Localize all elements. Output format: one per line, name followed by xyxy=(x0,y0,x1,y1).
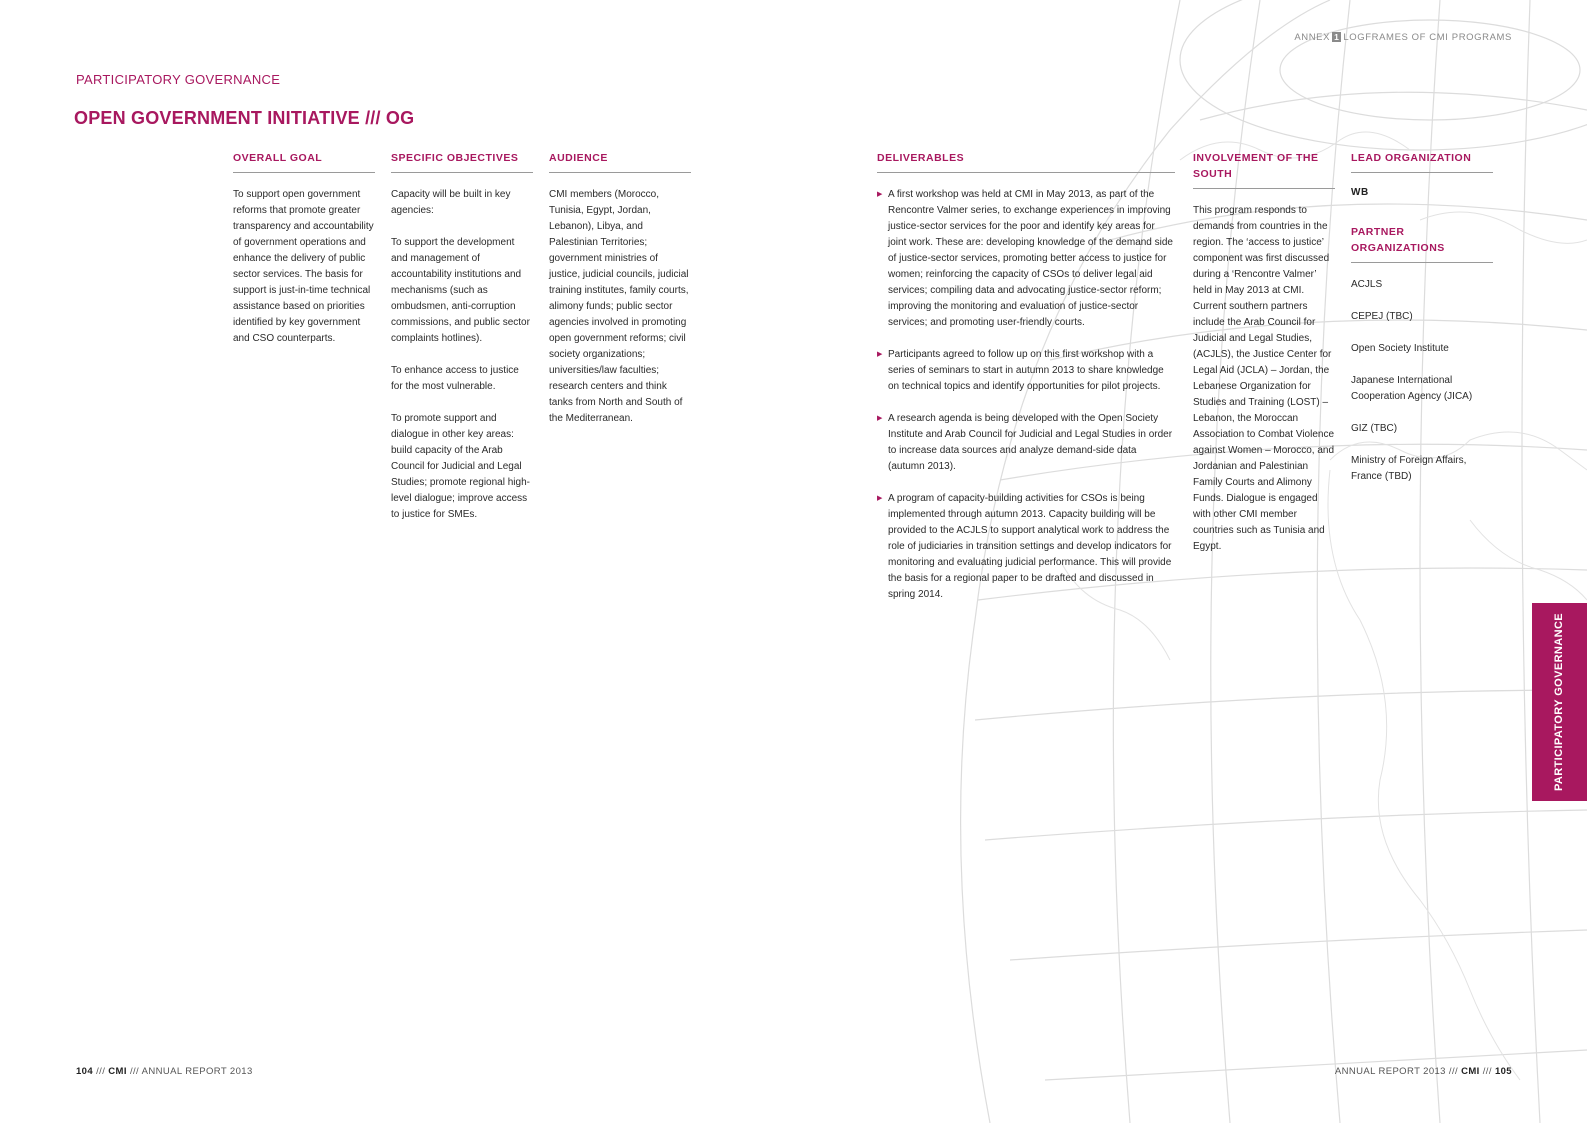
left-brand: CMI xyxy=(108,1066,127,1077)
annex-prefix: ANNEX xyxy=(1294,32,1331,43)
involvement-column xyxy=(1193,150,1335,571)
lead-organization-column xyxy=(1351,150,1493,501)
footer-separator: /// xyxy=(96,1066,106,1077)
footer-separator: /// xyxy=(129,1066,140,1077)
page-title: OPEN GOVERNMENT INITIATIVE /// OG xyxy=(74,108,415,128)
specific-objectives-paragraph: To enhance access to justice for the most vulnerable. xyxy=(391,365,519,392)
annex-header xyxy=(1294,32,1512,43)
partner-organizations-heading: PARTNER ORGANIZATIONS xyxy=(1351,224,1493,263)
specific-objectives-paragraph: To promote support and dialogue in other key areas: build capacity of the Arab Council for Judicial and Legal Studies; promote regional high-level dialogue; improve access to justice for SMEs. xyxy=(391,413,530,520)
side-tab-label: PARTICIPATORY GOVERNANCE xyxy=(1553,612,1566,792)
section-label: PARTICIPATORY GOVERNANCE xyxy=(76,72,281,87)
lead-organization-value: WB xyxy=(1351,187,1369,198)
deliverable-item: ▶ A first workshop was held at CMI in May 2013, as part of the Rencontre Valmer series, to exchange experiences in improving justice-sector services for the poor and identify key areas for joint work. These are: developing knowledge of the demand side of justice-sector services, promoting better access to justice for women; reinforcing the capacity of CSOs to deliver legal aid services; compiling data and advocating justice-sector reform; improving the monitoring and evaluation of justice-sector services; and promoting user-friendly courts. xyxy=(877,187,1175,331)
partner-item: Open Society Institute xyxy=(1351,343,1449,354)
specific-objectives-heading: SPECIFIC OBJECTIVES xyxy=(391,150,533,173)
overall-goal-heading: OVERALL GOAL xyxy=(233,150,375,173)
deliverable-item: ▶ A research agenda is being developed with the Open Society Institute and Arab Council for Judicial and Legal Studies in order to increase data sources and analyze demand-side data (autumn 2013). xyxy=(877,411,1175,475)
footer-left xyxy=(76,1066,253,1077)
audience-text: CMI members (Morocco, Tunisia, Egypt, Jordan, Lebanon), Libya, and Palestinian Territories; government ministries of justice, judicial councils, judicial training institutes, family courts, alimony funds; public sector agencies involved in promoting open government reforms; civil society organizations; universities/law faculties; research centers and think tanks from North and South of the Mediterranean. xyxy=(549,189,689,424)
left-page-number: 104 xyxy=(76,1066,94,1077)
annex-title: LOGFRAMES OF CMI PROGRAMS xyxy=(1343,32,1512,43)
left-report-title: ANNUAL REPORT 2013 xyxy=(141,1066,253,1077)
specific-objectives-paragraph: Capacity will be built in key agencies: xyxy=(391,189,511,216)
footer-right xyxy=(1335,1066,1512,1077)
deliverables-column xyxy=(877,150,1175,619)
footer-separator: /// xyxy=(1482,1066,1492,1077)
lead-organization-heading: LEAD ORGANIZATION xyxy=(1351,150,1493,173)
specific-objectives-column xyxy=(391,150,533,539)
audience-column xyxy=(549,150,691,443)
partner-item: Ministry of Foreign Affairs, France (TBD) xyxy=(1351,455,1467,482)
partner-item: Japanese International Cooperation Agency (JICA) xyxy=(1351,375,1473,402)
specific-objectives-paragraph: To support the development and management of accountability institutions and mechanisms (such as ombudsmen, anti-corruption commissions, and public sector complaints hotlines). xyxy=(391,237,530,344)
section-side-tab xyxy=(1532,603,1587,801)
involvement-text: This program responds to demands from countries in the region. The ‘access to justice’ component was first discussed during a ‘Rencontre Valmer’ held in May 2013 at CMI. Current southern partners include the Arab Council for Judicial and Legal Studies, (ACJLS), the Justice Center for Legal Aid (JCLA) – Jordan, the Lebanese Organization for Studies and Training (LOST) – Lebanon, the Moroccan Association to Combat Violence against Women – Morocco, and Jordanian and Palestinian Family Courts and Alimony Funds. Dialogue is engaged with other CMI member countries such as Tunisia and Egypt. xyxy=(1193,205,1335,552)
partner-item: ACJLS xyxy=(1351,279,1383,290)
footer-separator: /// xyxy=(1448,1066,1459,1077)
overall-goal-text: To support open government reforms that promote greater transparency and accountability of government operations and enhance the delivery of public sector services. The basis for support is just-in-time technical assistance based on priorities identified by key government and CSO counterparts. xyxy=(233,189,374,344)
deliverables-list xyxy=(877,187,1175,603)
right-page-number: 105 xyxy=(1494,1066,1512,1077)
deliverable-item: ▶ Participants agreed to follow up on this first workshop with a series of seminars to start in autumn 2013 to share knowledge on technical topics and identify opportunities for pilot projects. xyxy=(877,347,1175,395)
deliverables-heading: DELIVERABLES xyxy=(877,150,1175,173)
audience-heading: AUDIENCE xyxy=(549,150,691,173)
partner-item: CEPEJ (TBC) xyxy=(1351,311,1413,322)
overall-goal-column xyxy=(233,150,375,363)
involvement-heading: INVOLVEMENT OF THE SOUTH xyxy=(1193,150,1335,189)
deliverable-item: ▶ A program of capacity-building activities for CSOs is being implemented through autumn 2013. Capacity building will be provided to the ACJLS to support analytical work to address the role of judiciaries in transition settings and develop indicators for monitoring and evaluating judicial performance. This will provide the basis for a regional paper to be drafted and discussed in spring 2014. xyxy=(877,491,1175,603)
right-brand: CMI xyxy=(1461,1066,1480,1077)
right-report-title: ANNUAL REPORT 2013 xyxy=(1334,1066,1446,1077)
annex-number: 1 xyxy=(1334,32,1340,42)
partner-item: GIZ (TBC) xyxy=(1351,423,1398,434)
